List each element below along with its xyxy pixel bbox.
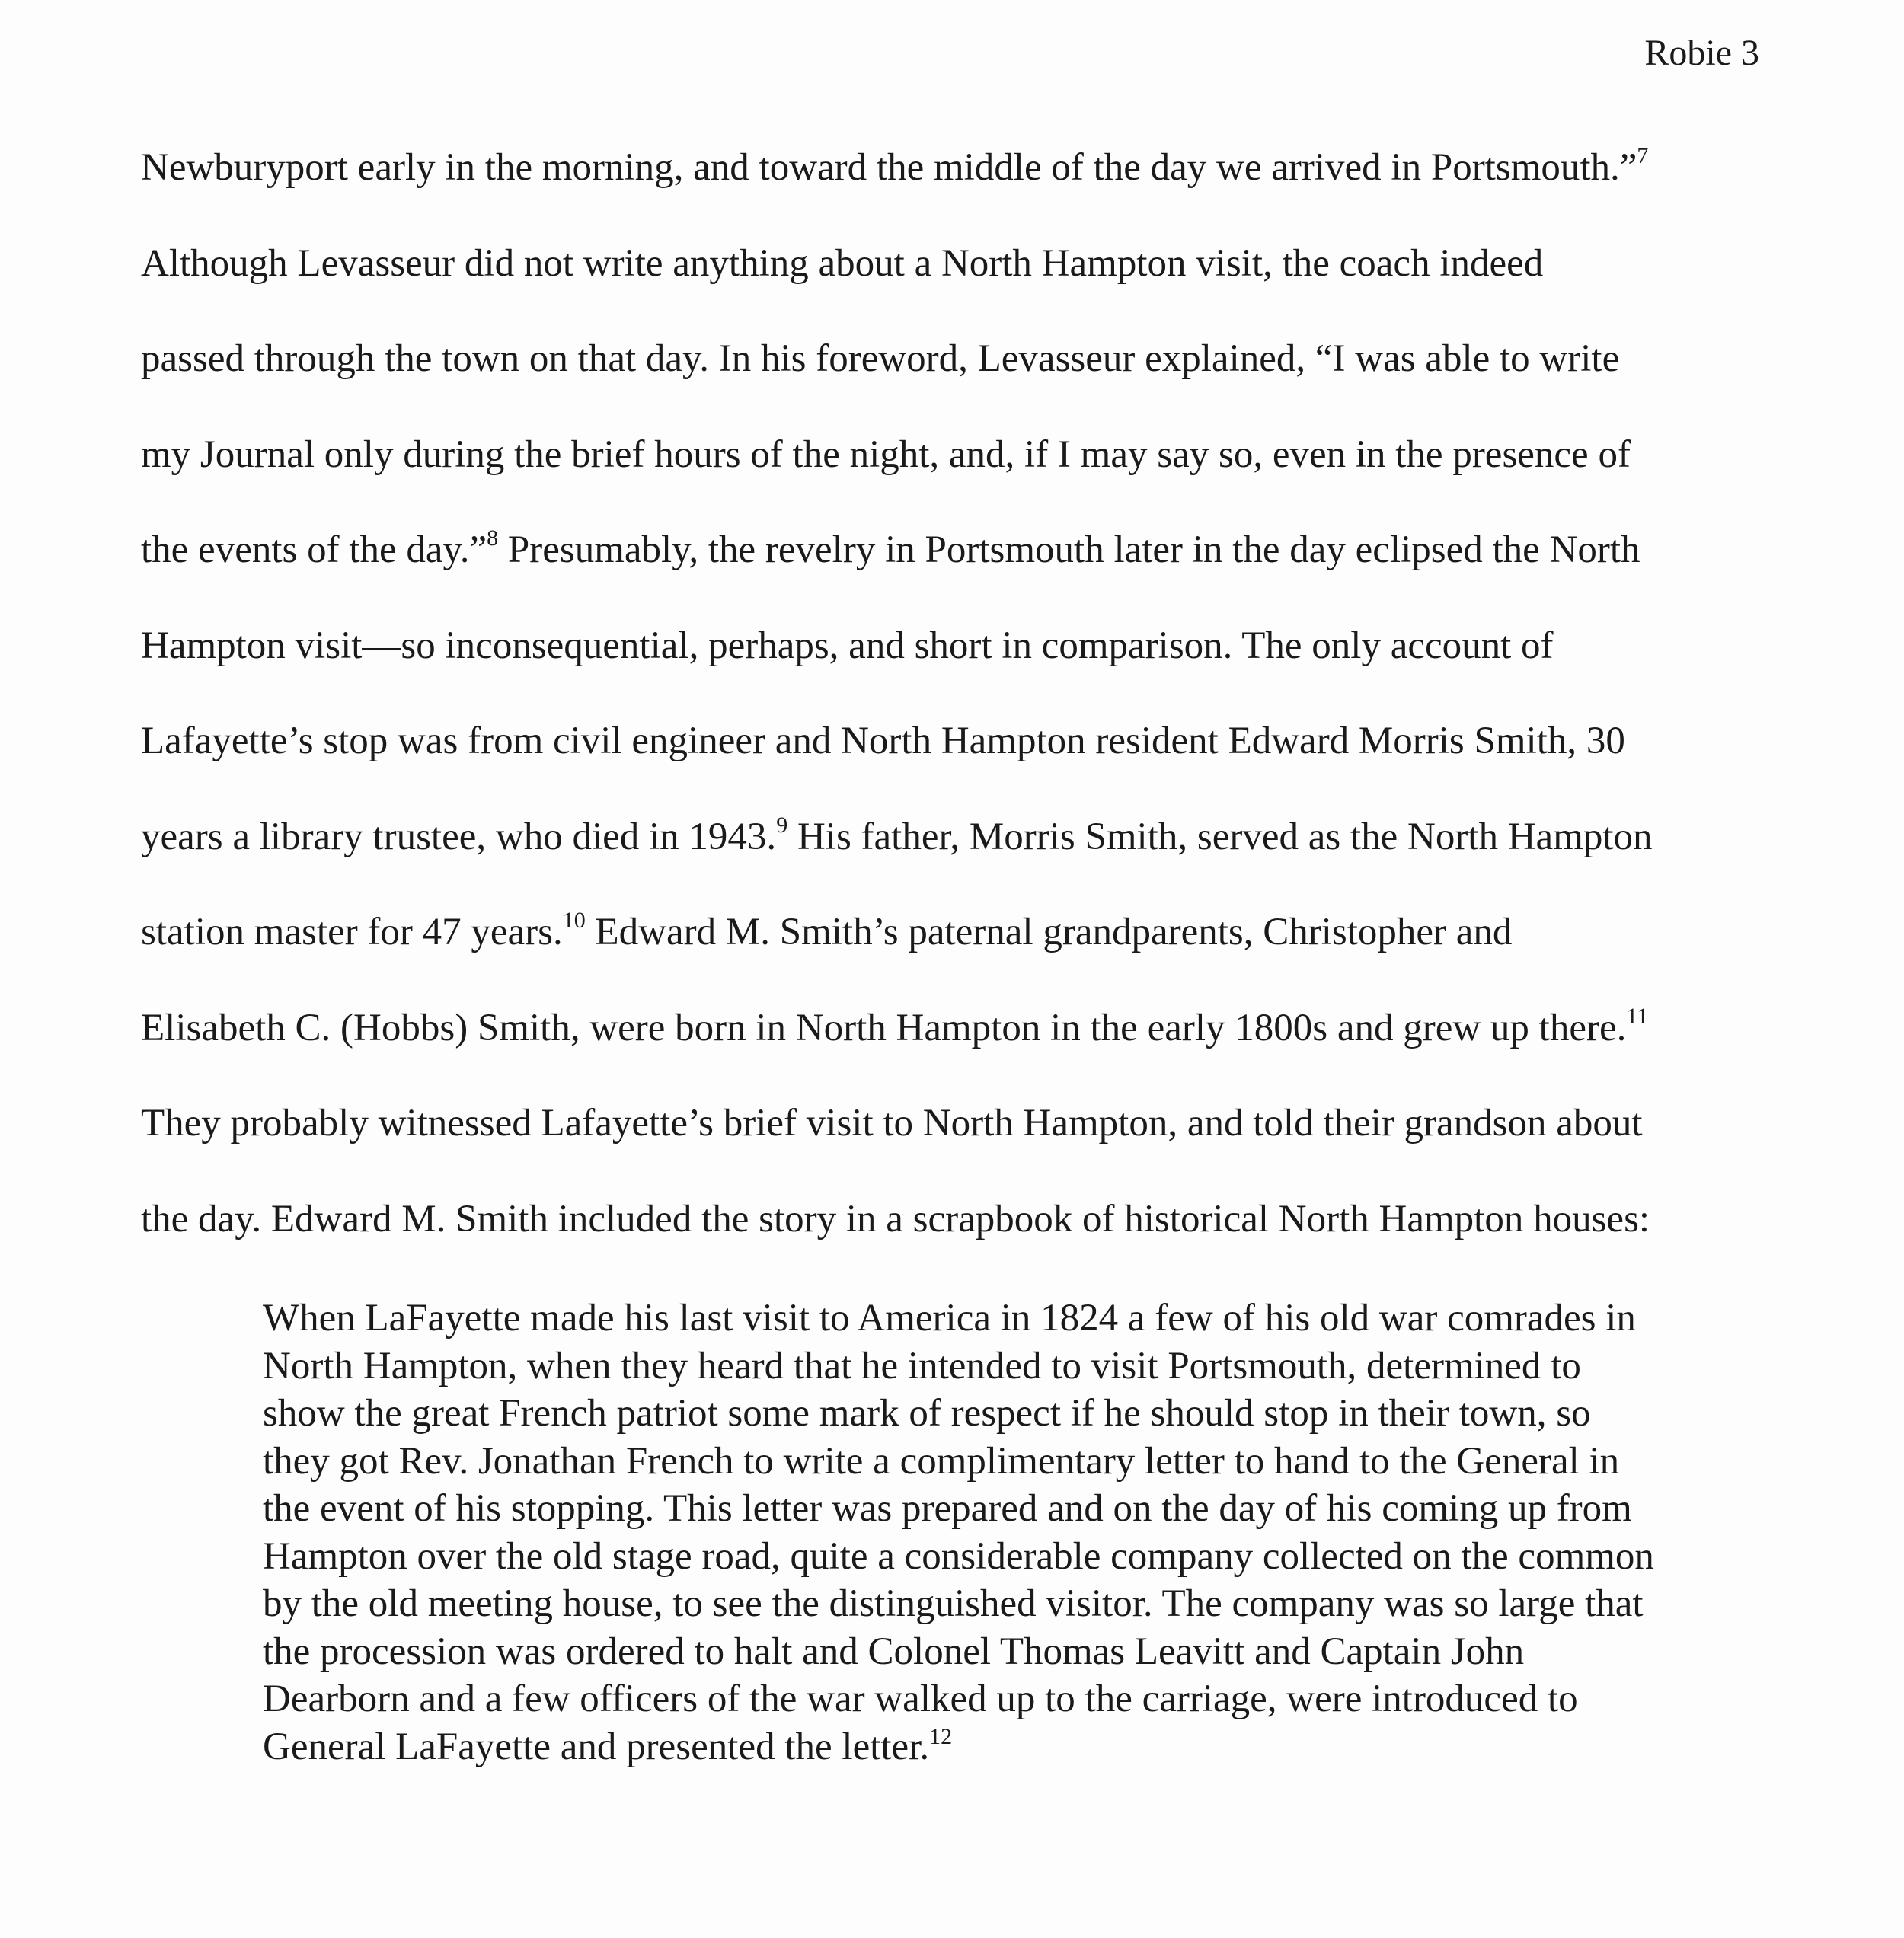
footnote-ref: 8 xyxy=(487,525,499,551)
text-line: the events of the day.”$^8$ Presumably, the revelry in Portsmouth later in the day eclipsed the North xyxy=(141,525,1640,571)
body-text xyxy=(141,145,1771,1291)
text-line: the day. Edward M. Smith included the story in a scrapbook of historical North Hampton houses: xyxy=(141,1197,1650,1240)
quote-line: Hampton over the old stage road, quite a considerable company collected on the common xyxy=(263,1534,1654,1578)
footnote-ref: 12 xyxy=(929,1723,953,1749)
quote-line: the procession was ordered to halt and Colonel Thomas Leavitt and Captain John xyxy=(263,1630,1525,1673)
quote-line: General LaFayette and presented the letter.$^{12}$ xyxy=(263,1723,953,1768)
quote-line: North Hampton, when they heard that he intended to visit Portsmouth, determined to xyxy=(263,1344,1581,1387)
text-line: Newburyport early in the morning, and toward the middle of the day we arrived in Portsmouth.”$^7$ xyxy=(141,143,1649,189)
text-line: my Journal only during the brief hours of the night, and, if I may say so, even in the presence of xyxy=(141,433,1631,476)
text-line: passed through the town on that day. In his foreword, Levasseur explained, “I was able to write xyxy=(141,337,1620,380)
text-line: Although Levasseur did not write anything about a North Hampton visit, the coach indeed xyxy=(141,241,1544,285)
text-line: Hampton visit—so inconsequential, perhaps, and short in comparison. The only account of xyxy=(141,624,1554,667)
footnote-ref: 9 xyxy=(776,812,788,838)
running-head: Robie 3 xyxy=(1644,33,1759,73)
text-line: years a library trustee, who died in 1943.$^9$ His father, Morris Smith, served as the North Hampton xyxy=(141,812,1653,858)
text-line: station master for 47 years.$^{10}$ Edward M. Smith’s paternal grandparents, Christopher and xyxy=(141,908,1513,953)
footnote-ref: 7 xyxy=(1637,143,1649,168)
text-line: Lafayette’s stop was from civil engineer and North Hampton resident Edward Morris Smith, 30 xyxy=(141,720,1625,762)
quote-line: When LaFayette made his last visit to America in 1824 a few of his old war comrades in xyxy=(263,1297,1636,1339)
quote-line: Dearborn and a few officers of the war walked up to the carriage, were introduced to xyxy=(263,1678,1578,1720)
text-line: Elisabeth C. (Hobbs) Smith, were born in North Hampton in the early 1800s and grew up there.$^{11}$ xyxy=(141,1003,1649,1049)
quote-line: show the great French patriot some mark of respect if he should stop in their town, so xyxy=(263,1392,1591,1435)
quote-line: by the old meeting house, to see the distinguished visitor. The company was so large that xyxy=(263,1582,1644,1625)
footnote-ref: 10 xyxy=(562,908,586,933)
block-quote xyxy=(263,1295,1801,1770)
quote-line: the event of his stopping. This letter was prepared and on the day of his coming up from xyxy=(263,1487,1632,1530)
text-line: They probably witnessed Lafayette’s brief visit to North Hampton, and told their grandson about xyxy=(141,1102,1643,1145)
quote-line: they got Rev. Jonathan French to write a complimentary letter to hand to the General in xyxy=(263,1439,1620,1483)
footnote-ref: 11 xyxy=(1626,1003,1649,1029)
